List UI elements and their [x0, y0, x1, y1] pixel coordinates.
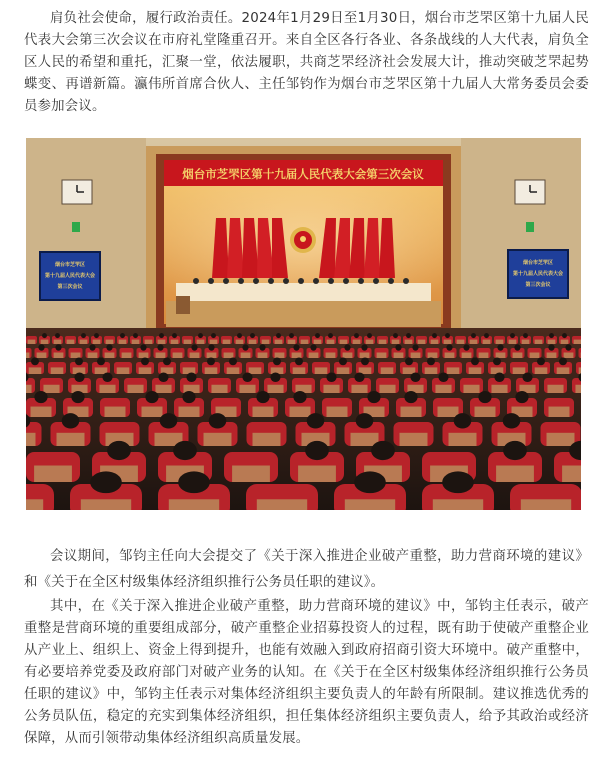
attendee [211, 333, 216, 338]
attendee [438, 372, 448, 382]
attendee [503, 441, 527, 460]
attendee [256, 391, 269, 403]
attendee [62, 413, 80, 428]
attendee [172, 333, 177, 338]
attendee [471, 358, 479, 366]
article-paragraph-1: 肩负社会使命，履行政治责任。2024年1月29日至1月30日，烟台市芝罘区第十九届人民代表大会第三次会议在市府礼堂隆重召开。来自全区各行各业、各条战线的人大代表，肩负全区人民的希望和重托，汇聚一堂，依法履职，共商芝罘经济社会发展大计，推动突破芝罘起势蝶变、再谱新篇。瀛伟所首席合伙人、主任邹钧作为烟台市芝罘区第十九届人大常务委员会委员参加会议。 [24, 11, 589, 114]
attendee [367, 333, 372, 338]
attendee [90, 471, 122, 493]
article-paragraph-3: 其中，在《关于深入推进企业破产重整，助力营商环境的建议》中，邹钧主任表示，破产重整是营商环境的重要组成部分，破产重整企业招募投资人的过程，既有助于使破产重整企业从产业上、组织上、资金上得到提升，也能有效融入到政府招商引资大环境中。破产重整中，有必要培养党委及政府部门对破产业务的认知。在《关于在全区村级集体经济组织推行公务员任职的建议》中，邹钧主任表示对集体经济组织主要负责人的年龄有所限制。建议推选优秀的公务员队伍，稳定的充实到集体经济组织，担任集体经济组织主要负责人，给予其政治或经济保障，从而引领带动集体经济组织高质量发展。 [24, 599, 589, 746]
attendee [55, 333, 60, 338]
screen-left-line-3: 第三次会议 [57, 284, 83, 290]
attendee [160, 413, 178, 428]
attendee [361, 358, 369, 366]
attendee [562, 333, 567, 338]
attendee [406, 333, 411, 338]
attendee [140, 344, 146, 350]
attendee [81, 333, 86, 338]
screen-right-line-3: 第三次会议 [525, 282, 551, 288]
attendee [163, 358, 171, 366]
attendee [273, 358, 281, 366]
attendee [522, 372, 532, 382]
screen-left [40, 252, 100, 300]
attendee [31, 358, 39, 366]
attendee [432, 333, 437, 338]
attendee [503, 413, 521, 428]
article-paragraph-2: 会议期间，邹钧主任向大会提交了《关于深入推进企业破产重整，助力营商环境的建议》和《关于在全区村级集体经济组织推行公务员任职的建议》。 [24, 549, 589, 590]
attendee [75, 358, 83, 366]
attendee [493, 358, 501, 366]
attendee [259, 344, 265, 350]
attendee [120, 333, 125, 338]
attendee [445, 333, 450, 338]
attendee [55, 344, 61, 350]
attendee [523, 333, 528, 338]
attendee [198, 333, 203, 338]
attendee [107, 441, 131, 460]
attendee [354, 372, 364, 382]
presidium-table [176, 283, 431, 301]
attendee [395, 344, 401, 350]
attendee [405, 358, 413, 366]
attendee [559, 358, 567, 366]
attendee [38, 344, 44, 350]
attendee [315, 333, 320, 338]
attendee [565, 344, 571, 350]
attendee [157, 344, 163, 350]
attendee [71, 391, 84, 403]
red-flags-left [212, 218, 288, 278]
attendee [207, 358, 215, 366]
attendee [102, 372, 112, 382]
screen-right-line-2: 第十九届人民代表大会 [512, 271, 564, 277]
attendee [427, 358, 435, 366]
attendee [186, 372, 196, 382]
attendee [305, 441, 329, 460]
attendee [159, 333, 164, 338]
attendee [242, 372, 252, 382]
attendee [209, 413, 227, 428]
attendee [307, 413, 325, 428]
attendee [548, 344, 554, 350]
attendee [182, 391, 195, 403]
attendee [514, 344, 520, 350]
attendee [371, 441, 395, 460]
attendee [158, 372, 168, 382]
banner-text: 烟台市芝罘区第十九届人民代表大会第三次会议 [182, 167, 424, 181]
attendee [478, 391, 491, 403]
attendee [276, 333, 281, 338]
attendee [442, 471, 474, 493]
national-emblem [290, 227, 316, 253]
red-flags-right [319, 218, 395, 278]
attendee [497, 344, 503, 350]
attendee [94, 333, 99, 338]
attendee [326, 372, 336, 382]
exit-sign-icon [526, 222, 534, 232]
attendee [133, 333, 138, 338]
attendee [356, 413, 374, 428]
screen-right-line-1: 烟台市芝罘区 [522, 260, 554, 266]
attendee [463, 344, 469, 350]
podium [176, 296, 190, 314]
attendee [446, 344, 452, 350]
attendee [74, 372, 84, 382]
attendee [293, 391, 306, 403]
attendee [404, 391, 417, 403]
attendee [229, 358, 237, 366]
attendee [242, 344, 248, 350]
attendee [191, 344, 197, 350]
attendee [484, 333, 489, 338]
attendee [537, 358, 545, 366]
attendee [361, 344, 367, 350]
attendee [145, 391, 158, 403]
attendee [454, 413, 472, 428]
attendee [471, 333, 476, 338]
screen-left-line-1: 烟台市芝罘区 [54, 262, 86, 268]
attendee [367, 391, 380, 403]
attendee [178, 471, 210, 493]
attendee [549, 333, 554, 338]
clock-icon [62, 180, 92, 204]
screen-left-line-2: 第十九届人民代表大会 [44, 273, 96, 279]
attendee [344, 344, 350, 350]
attendee [310, 344, 316, 350]
attendee [515, 391, 528, 403]
attendee [42, 333, 47, 338]
attendee [237, 333, 242, 338]
attendee [412, 344, 418, 350]
attendee [339, 358, 347, 366]
attendee [354, 333, 359, 338]
exit-sign-icon [72, 222, 80, 232]
attendee [289, 333, 294, 338]
attendee [208, 344, 214, 350]
attendee [410, 372, 420, 382]
attendee [270, 372, 280, 382]
attendee [34, 391, 47, 403]
attendee [354, 471, 386, 493]
attendee [293, 344, 299, 350]
attendee [97, 358, 105, 366]
attendee [141, 358, 149, 366]
attendee [393, 333, 398, 338]
screen-right [508, 250, 568, 298]
attendee [328, 333, 333, 338]
meeting-hall-photo [26, 138, 581, 510]
attendee [250, 333, 255, 338]
attendee [295, 358, 303, 366]
clock-icon [515, 180, 545, 204]
attendee [173, 441, 197, 460]
attendee [494, 372, 504, 382]
attendee [106, 344, 112, 350]
attendee [89, 344, 95, 350]
attendee [510, 333, 515, 338]
